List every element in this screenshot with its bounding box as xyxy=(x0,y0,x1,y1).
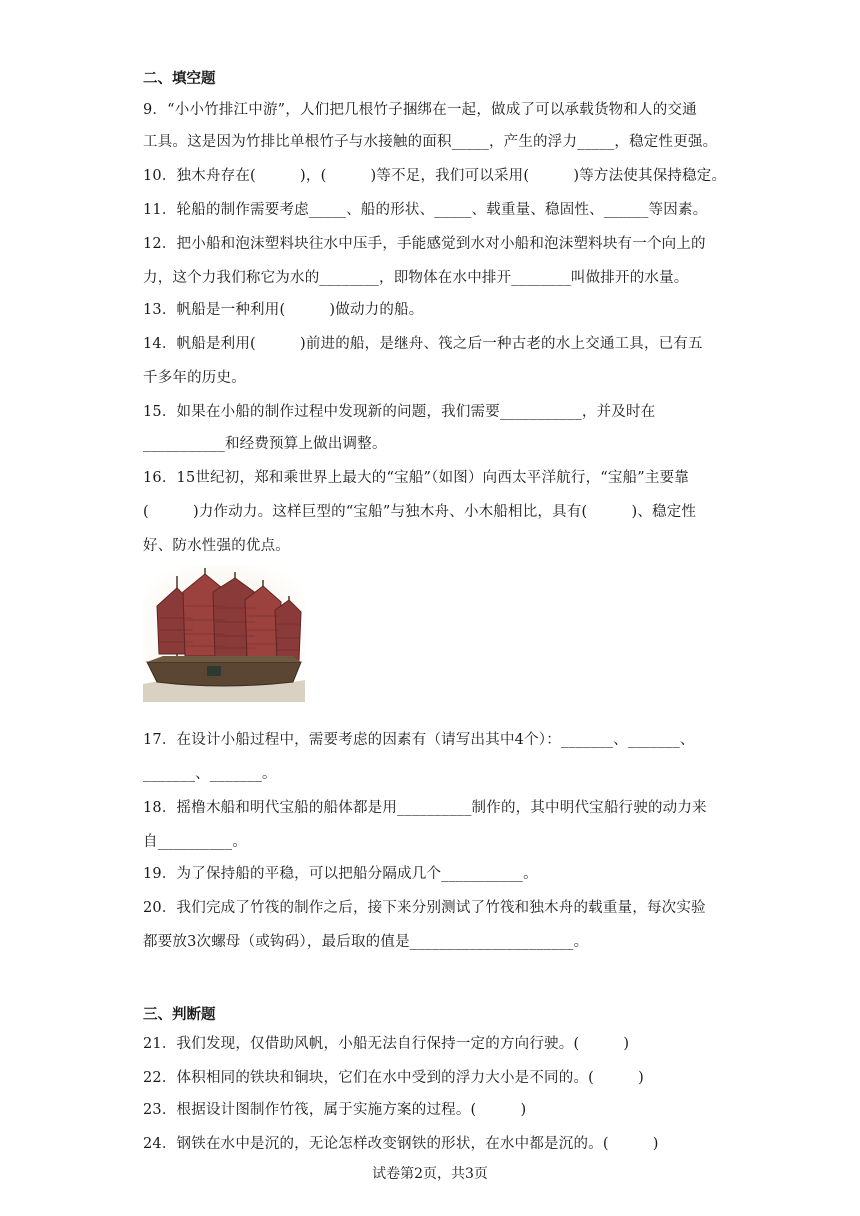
treasure-ship-image xyxy=(143,566,305,702)
question-line: 千多年的历史。 xyxy=(143,370,246,386)
section-heading-true-false: 三、判断题 xyxy=(143,1007,216,1023)
question-line: 19．为了保持船的平稳，可以把船分隔成几个___________。 xyxy=(143,866,538,882)
question-line: ___________和经费预算上做出调整。 xyxy=(143,436,387,452)
question-line: 17．在设计小船过程中，需要考虑的因素有（请写出其中4个）：_______、_______、 xyxy=(143,732,695,748)
question-line: 11．轮船的制作需要考虑_____、船的形状、_____、载重量、稳固性、______等因素。 xyxy=(143,202,708,218)
question-line: 15．如果在小船的制作过程中发现新的问题，我们需要___________，并及时在 xyxy=(143,404,656,420)
question-line: 24．钢铁在水中是沉的，无论怎样改变钢铁的形状，在水中都是沉的。( ) xyxy=(143,1136,659,1152)
question-line: 16．15世纪初，郑和乘世界上最大的“宝船”（如图）向西太平洋航行，“宝船”主要靠 xyxy=(143,470,689,486)
question-line: 12．把小船和泡沫塑料块往水中压手，手能感觉到水对小船和泡沫塑料块有一个向上的 xyxy=(143,236,706,252)
question-line: 13．帆船是一种利用( )做动力的船。 xyxy=(143,302,424,318)
question-line: 23．根据设计图制作竹筏，属于实施方案的过程。( ) xyxy=(143,1102,527,1118)
question-line: 都要放3次螺母（或钩码），最后取的值是______________________。 xyxy=(143,934,589,950)
question-line: _______、_______。 xyxy=(143,766,277,782)
question-line: 10．独木舟存在( )，( )等不足，我们可以采用( )等方法使其保持稳定。 xyxy=(143,168,727,184)
question-line: 工具。这是因为竹排比单根竹子与水接触的面积_____，产生的浮力_____，稳定性更强。 xyxy=(143,134,718,150)
question-line: 14．帆船是利用( )前进的船，是继舟、筏之后一种古老的水上交通工具，已有五 xyxy=(143,336,703,352)
question-line: 18．摇橹木船和明代宝船的船体都是用__________制作的，其中明代宝船行驶的动力来 xyxy=(143,800,707,816)
question-line: 自__________。 xyxy=(143,834,247,850)
section-heading-fill-in: 二、填空题 xyxy=(143,71,216,87)
question-line: ( )力作动力。这样巨型的“宝船”与独木舟、小木船相比，具有( )、稳定性 xyxy=(143,504,697,520)
question-line: 好、防水性强的优点。 xyxy=(143,538,290,554)
question-line: 力，这个力我们称它为水的________，即物体在水中排开________叫做排开的水量。 xyxy=(143,270,689,286)
question-line: 20．我们完成了竹筏的制作之后，接下来分别测试了竹筏和独木舟的载重量，每次实验 xyxy=(143,900,706,916)
question-line: 22．体积相同的铁块和铜块，它们在水中受到的浮力大小是不同的。( ) xyxy=(143,1070,644,1086)
question-line: 21．我们发现，仅借助风帆，小船无法自行保持一定的方向行驶。( ) xyxy=(143,1036,630,1052)
page-footer: 试卷第2页，共3页 xyxy=(372,1166,488,1182)
question-line: 9．“小小竹排江中游”，人们把几根竹子捆绑在一起，做成了可以承载货物和人的交通 xyxy=(143,102,697,118)
